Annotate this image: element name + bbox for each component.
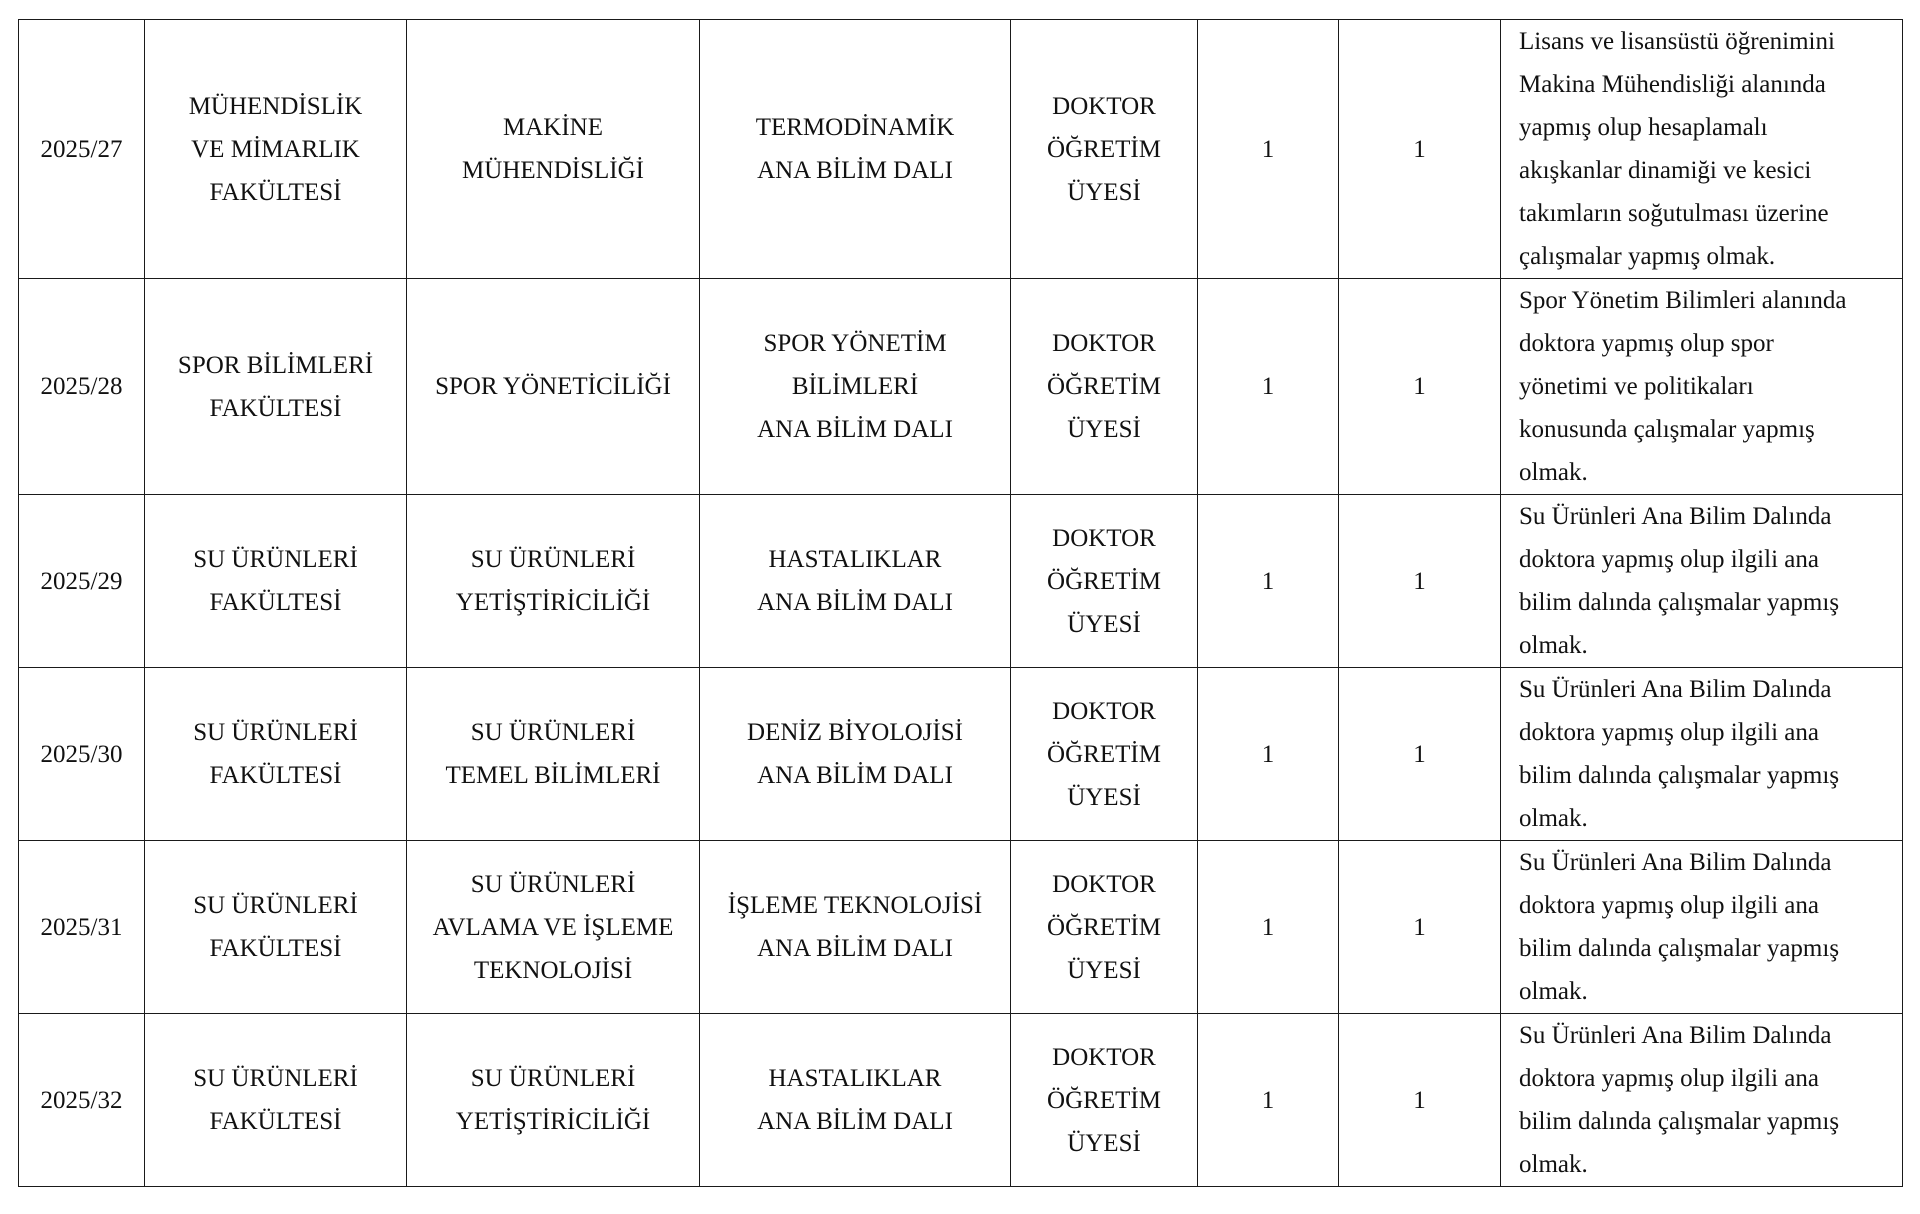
division-cell: TERMODİNAMİK ANA BİLİM DALI: [700, 20, 1011, 279]
count-cell: 1: [1198, 495, 1339, 668]
requirement-cell: Su Ürünleri Ana Bilim Dalında doktora yapmış olup ilgili ana bilim dalında çalışmalar yapmış olmak.: [1501, 668, 1903, 841]
degree-cell: 1: [1339, 668, 1501, 841]
title-cell: DOKTOR ÖĞRETİM ÜYESİ: [1011, 20, 1198, 279]
department-cell: SU ÜRÜNLERİ AVLAMA VE İŞLEME TEKNOLOJİSİ: [407, 841, 700, 1014]
department-cell: SU ÜRÜNLERİ YETİŞTİRİCİLİĞİ: [407, 1014, 700, 1187]
faculty-cell: SU ÜRÜNLERİ FAKÜLTESİ: [145, 841, 407, 1014]
posting-number-cell: 2025/29: [19, 495, 145, 668]
requirement-cell: Lisans ve lisansüstü öğrenimini Makina Mühendisliği alanında yapmış olup hesaplamalı akışkanlar dinamiği ve kesici takımların soğutulması üzerine çalışmalar yapmış olmak.: [1501, 20, 1903, 279]
posting-number-cell: 2025/31: [19, 841, 145, 1014]
table-row: [19, 20, 1903, 279]
requirement-cell: Su Ürünleri Ana Bilim Dalında doktora yapmış olup ilgili ana bilim dalında çalışmalar yapmış olmak.: [1501, 841, 1903, 1014]
department-cell: SPOR YÖNETİCİLİĞİ: [407, 279, 700, 495]
requirement-cell: Su Ürünleri Ana Bilim Dalında doktora yapmış olup ilgili ana bilim dalında çalışmalar yapmış olmak.: [1501, 1014, 1903, 1187]
degree-cell: 1: [1339, 20, 1501, 279]
table-row: [19, 668, 1903, 841]
title-cell: DOKTOR ÖĞRETİM ÜYESİ: [1011, 1014, 1198, 1187]
department-cell: SU ÜRÜNLERİ TEMEL BİLİMLERİ: [407, 668, 700, 841]
posting-number-cell: 2025/32: [19, 1014, 145, 1187]
faculty-cell: SU ÜRÜNLERİ FAKÜLTESİ: [145, 668, 407, 841]
department-cell: MAKİNE MÜHENDİSLİĞİ: [407, 20, 700, 279]
postings-table: [18, 19, 1903, 1187]
department-cell: SU ÜRÜNLERİ YETİŞTİRİCİLİĞİ: [407, 495, 700, 668]
table-row: [19, 279, 1903, 495]
count-cell: 1: [1198, 20, 1339, 279]
count-cell: 1: [1198, 1014, 1339, 1187]
degree-cell: 1: [1339, 495, 1501, 668]
count-cell: 1: [1198, 841, 1339, 1014]
posting-number-cell: 2025/27: [19, 20, 145, 279]
faculty-cell: MÜHENDİSLİK VE MİMARLIK FAKÜLTESİ: [145, 20, 407, 279]
requirement-cell: Spor Yönetim Bilimleri alanında doktora yapmış olup spor yönetimi ve politikaları konusunda çalışmalar yapmış olmak.: [1501, 279, 1903, 495]
degree-cell: 1: [1339, 279, 1501, 495]
table-row: [19, 495, 1903, 668]
faculty-cell: SPOR BİLİMLERİ FAKÜLTESİ: [145, 279, 407, 495]
table-row: [19, 841, 1903, 1014]
requirement-cell: Su Ürünleri Ana Bilim Dalında doktora yapmış olup ilgili ana bilim dalında çalışmalar yapmış olmak.: [1501, 495, 1903, 668]
division-cell: SPOR YÖNETİM BİLİMLERİ ANA BİLİM DALI: [700, 279, 1011, 495]
title-cell: DOKTOR ÖĞRETİM ÜYESİ: [1011, 668, 1198, 841]
table-row: [19, 1014, 1903, 1187]
degree-cell: 1: [1339, 841, 1501, 1014]
title-cell: DOKTOR ÖĞRETİM ÜYESİ: [1011, 279, 1198, 495]
degree-cell: 1: [1339, 1014, 1501, 1187]
title-cell: DOKTOR ÖĞRETİM ÜYESİ: [1011, 841, 1198, 1014]
faculty-cell: SU ÜRÜNLERİ FAKÜLTESİ: [145, 495, 407, 668]
division-cell: HASTALIKLAR ANA BİLİM DALI: [700, 495, 1011, 668]
division-cell: İŞLEME TEKNOLOJİSİ ANA BİLİM DALI: [700, 841, 1011, 1014]
postings-table-body: [19, 20, 1903, 1187]
posting-number-cell: 2025/30: [19, 668, 145, 841]
count-cell: 1: [1198, 279, 1339, 495]
posting-number-cell: 2025/28: [19, 279, 145, 495]
division-cell: DENİZ BİYOLOJİSİ ANA BİLİM DALI: [700, 668, 1011, 841]
faculty-cell: SU ÜRÜNLERİ FAKÜLTESİ: [145, 1014, 407, 1187]
division-cell: HASTALIKLAR ANA BİLİM DALI: [700, 1014, 1011, 1187]
title-cell: DOKTOR ÖĞRETİM ÜYESİ: [1011, 495, 1198, 668]
count-cell: 1: [1198, 668, 1339, 841]
